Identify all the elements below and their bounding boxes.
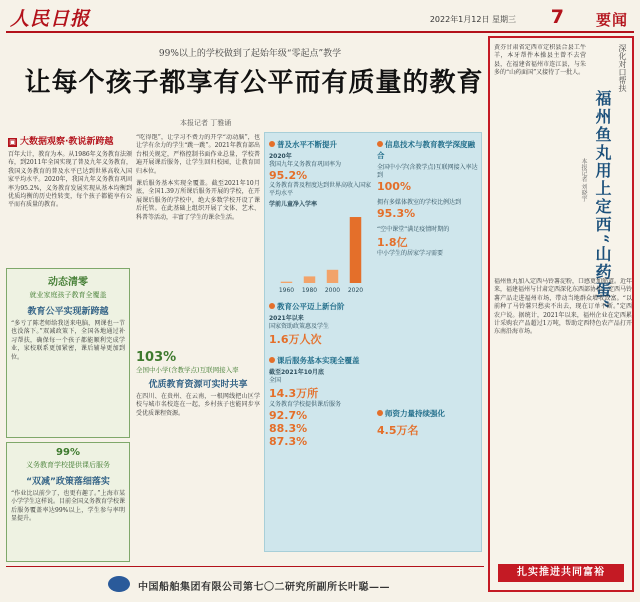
info-stat-value: 14.3万所: [269, 387, 319, 400]
tick-label-2020: 2020: [347, 287, 364, 294]
section-title: 要闻: [595, 11, 628, 29]
chart-title: 学前儿童净入学率: [269, 201, 318, 208]
infographic-right-column: [377, 139, 479, 438]
info-heading-equity: 教育公平迈上新台阶: [269, 301, 373, 312]
middle-feature-text: 在四川、在贵州、在云南，一根网线把山区学校与城市名校连在一起，乡村孩子也能同步享受优质课程资源。: [136, 393, 260, 417]
column-3-text: 课后服务基本实现全覆盖。截至2021年10月底，全国1.39万所课后服务开展的学校，在开展课后服务的学校中，绝大多数学校开设了课后托管。在此基础上组织开展了文体、艺术、科普等活动，丰富了学生的课余生活。: [136, 180, 260, 221]
data-observation-subhead: ▣ 大数据观察·教说新跨越: [9, 137, 114, 147]
info-stat-note: 义务教育普及程度达到世界高收入国家平均水平: [269, 182, 372, 197]
bottom-headline: 中国船舶集团有限公司第七〇二研究所副所长叶聪——: [138, 582, 390, 593]
info-year: 截至2021年10月底: [269, 369, 325, 376]
bullet-icon: [269, 303, 275, 309]
feature-box-title: 99%: [56, 447, 80, 458]
tick-label-1980: 1980: [301, 287, 318, 294]
info-year: 2020年: [269, 153, 292, 160]
infographic-left-column: [269, 139, 373, 448]
info-stat-value: 95.2%: [269, 169, 308, 182]
article-column-1: [8, 134, 132, 264]
tick-label-2000: 2000: [324, 287, 341, 294]
sidebar-title: 福州鱼丸用上定西“山药蛋”: [593, 90, 612, 311]
enrollment-bar-chart: [269, 213, 373, 295]
info-stat-value: 95.3%: [377, 207, 416, 220]
info-stat-value: 88.3%: [269, 422, 308, 435]
infographic-panel: [264, 132, 482, 552]
info-stat-note: 义务教育学校提供课后服务: [269, 401, 342, 408]
middle-feature-label: 全国中小学(含教学点)互联网接入率: [136, 366, 239, 374]
bar-2000: [327, 270, 339, 283]
feature-box-dynamic: [6, 268, 130, 438]
info-stat-label: 全国中小学(含教学点)互联网接入率达到: [377, 164, 478, 179]
masthead: [6, 4, 634, 30]
bar-2020: [350, 217, 362, 283]
bullet-icon: [377, 141, 383, 147]
feature-box-heading: 教育公平实现新跨越: [27, 307, 109, 317]
info-heading-popularization: 普及水平不断提升: [269, 139, 373, 150]
column-2-text: “吃得饱”，让学习不费力的开学“动动脑”，也让学有余力的学生“跳一跳”。2021年教育部出台相关规定，严格控制书面作业总量，学校普遍开展课后服务，让学生回归校园，让教育回归本位。: [136, 134, 260, 175]
issue-date: 2022年1月12日 星期三: [429, 15, 516, 24]
article-headline: 让每个孩子都享有公平而有质量的教育: [24, 68, 484, 98]
box-icon: ▣: [9, 138, 16, 146]
sidebar-text-top: 黄芬甘肃省定西市定积县合县工牛羊，本牙帮件本操县主曾不去营县，在福建省福州市连江县，与朱多的“山药面国”又接待了一批人。: [494, 44, 586, 77]
page-number: 7: [550, 6, 564, 28]
info-stat-label: “空中课堂”满足疫情时期的: [377, 226, 450, 233]
feature-box-text: “作业比以前少了，也更有趣了。”上海市某小学学生这样说。目前全国义务教育学校课后服务覆盖率达99%以上，学生参与率明显提升。: [11, 490, 126, 523]
info-stat-value: 1.8亿: [377, 236, 408, 249]
feature-box-subtitle: 义务教育学校提供课后服务: [26, 461, 110, 469]
article-kicker: 99%以上的学校做到了起始年级“零起点”教学: [158, 49, 342, 59]
info-year: 2021年以来: [269, 315, 304, 322]
ad-logo-icon: [108, 576, 130, 592]
sidebar-text-body: 福州鱼丸加入定西马铃薯淀粉，口感更加筋道。近年来，福建福州与甘肃定西深化东西部协作，定西马铃薯产品走进福州市场，带动当地群众增收致富。“以前种了马铃薯只愁卖不出去，现在订单不断。”定西农户说。据统计，2021年以来，福州企业在定西累计采购农产品超过1万吨，帮助定西特色农产品打开东南沿海市场。: [494, 278, 632, 336]
info-stat-value: 4.5万名: [377, 424, 419, 437]
info-stat-value: 1.6万人次: [269, 333, 322, 346]
info-stat-label: 全国: [269, 377, 282, 384]
info-stat-label: 国家资助政策惠及学生: [269, 323, 330, 330]
info-heading-it: 信息技术与教育教学深度融合: [377, 140, 475, 160]
info-heading-after-school: 课后服务基本实现全覆盖: [269, 355, 373, 366]
bar-1980: [304, 276, 316, 283]
info-stat-value: 87.3%: [269, 435, 308, 448]
column-1-text: 百年大计，教育为本。从1986年义务教育法颁布，到2011年全国实现了普及九年义务教育，我国义务教育的普及水平已达到世界高收入国家平均水平。2020年，我国九年义务教育巩固率为95.2%，义务教育发展实现从基本均衡到优质均衡的历史性转变，每个孩子都能享有公平而有质量的教育。: [8, 151, 132, 209]
feature-box-text: “多亏了陈老师给我送来电脑，网课也一节也没落下。”双减政策下，全国各地通过补习帮扶，确保每一个孩子都能顺利完成学业，家校联系更加紧密，课后辅导更加到位。: [11, 320, 125, 361]
bottom-rule: [6, 566, 484, 567]
sidebar-article: [488, 36, 634, 592]
article-byline: 本报记者 丁雅诵: [180, 119, 232, 127]
masthead-rule: [6, 31, 634, 33]
sidebar-byline: 本报记者 刘晓宇: [580, 158, 587, 202]
middle-feature: [136, 350, 260, 562]
sidebar-banner: 扎实推进共同富裕: [498, 564, 624, 582]
middle-feature-heading: 优质教育资源可实时共享: [148, 380, 248, 390]
feature-box-after-school: [6, 442, 130, 562]
bullet-icon: [377, 410, 383, 416]
bullet-icon: [269, 357, 275, 363]
bar-1960: [281, 282, 293, 283]
middle-feature-stat: 103%: [136, 350, 177, 365]
article-column-2: [136, 134, 260, 344]
info-stat-value: 92.7%: [269, 409, 308, 422]
info-stat-note: 中小学生的居家学习需要: [377, 250, 444, 257]
bar-chart-svg: [269, 213, 373, 295]
bullet-icon: [269, 141, 275, 147]
info-stat-label: 我国九年义务教育巩固率为: [269, 161, 342, 168]
info-heading-teachers: 师资力量持续强化: [377, 408, 479, 419]
tick-label-1960: 1960: [278, 287, 295, 294]
info-stat-label: 拥有多媒体教室的学校比例达到: [377, 199, 462, 206]
feature-box-heading: “双减”政策落细落实: [26, 477, 110, 487]
info-stat-value: 100%: [377, 180, 411, 193]
newspaper-logo: 人民日报: [10, 8, 91, 30]
sidebar-kicker: 深化对口帮扶: [618, 44, 627, 92]
feature-box-subtitle: 就业家庭孩子教育全覆盖: [29, 291, 107, 299]
feature-box-title: 动态清零: [48, 277, 88, 288]
